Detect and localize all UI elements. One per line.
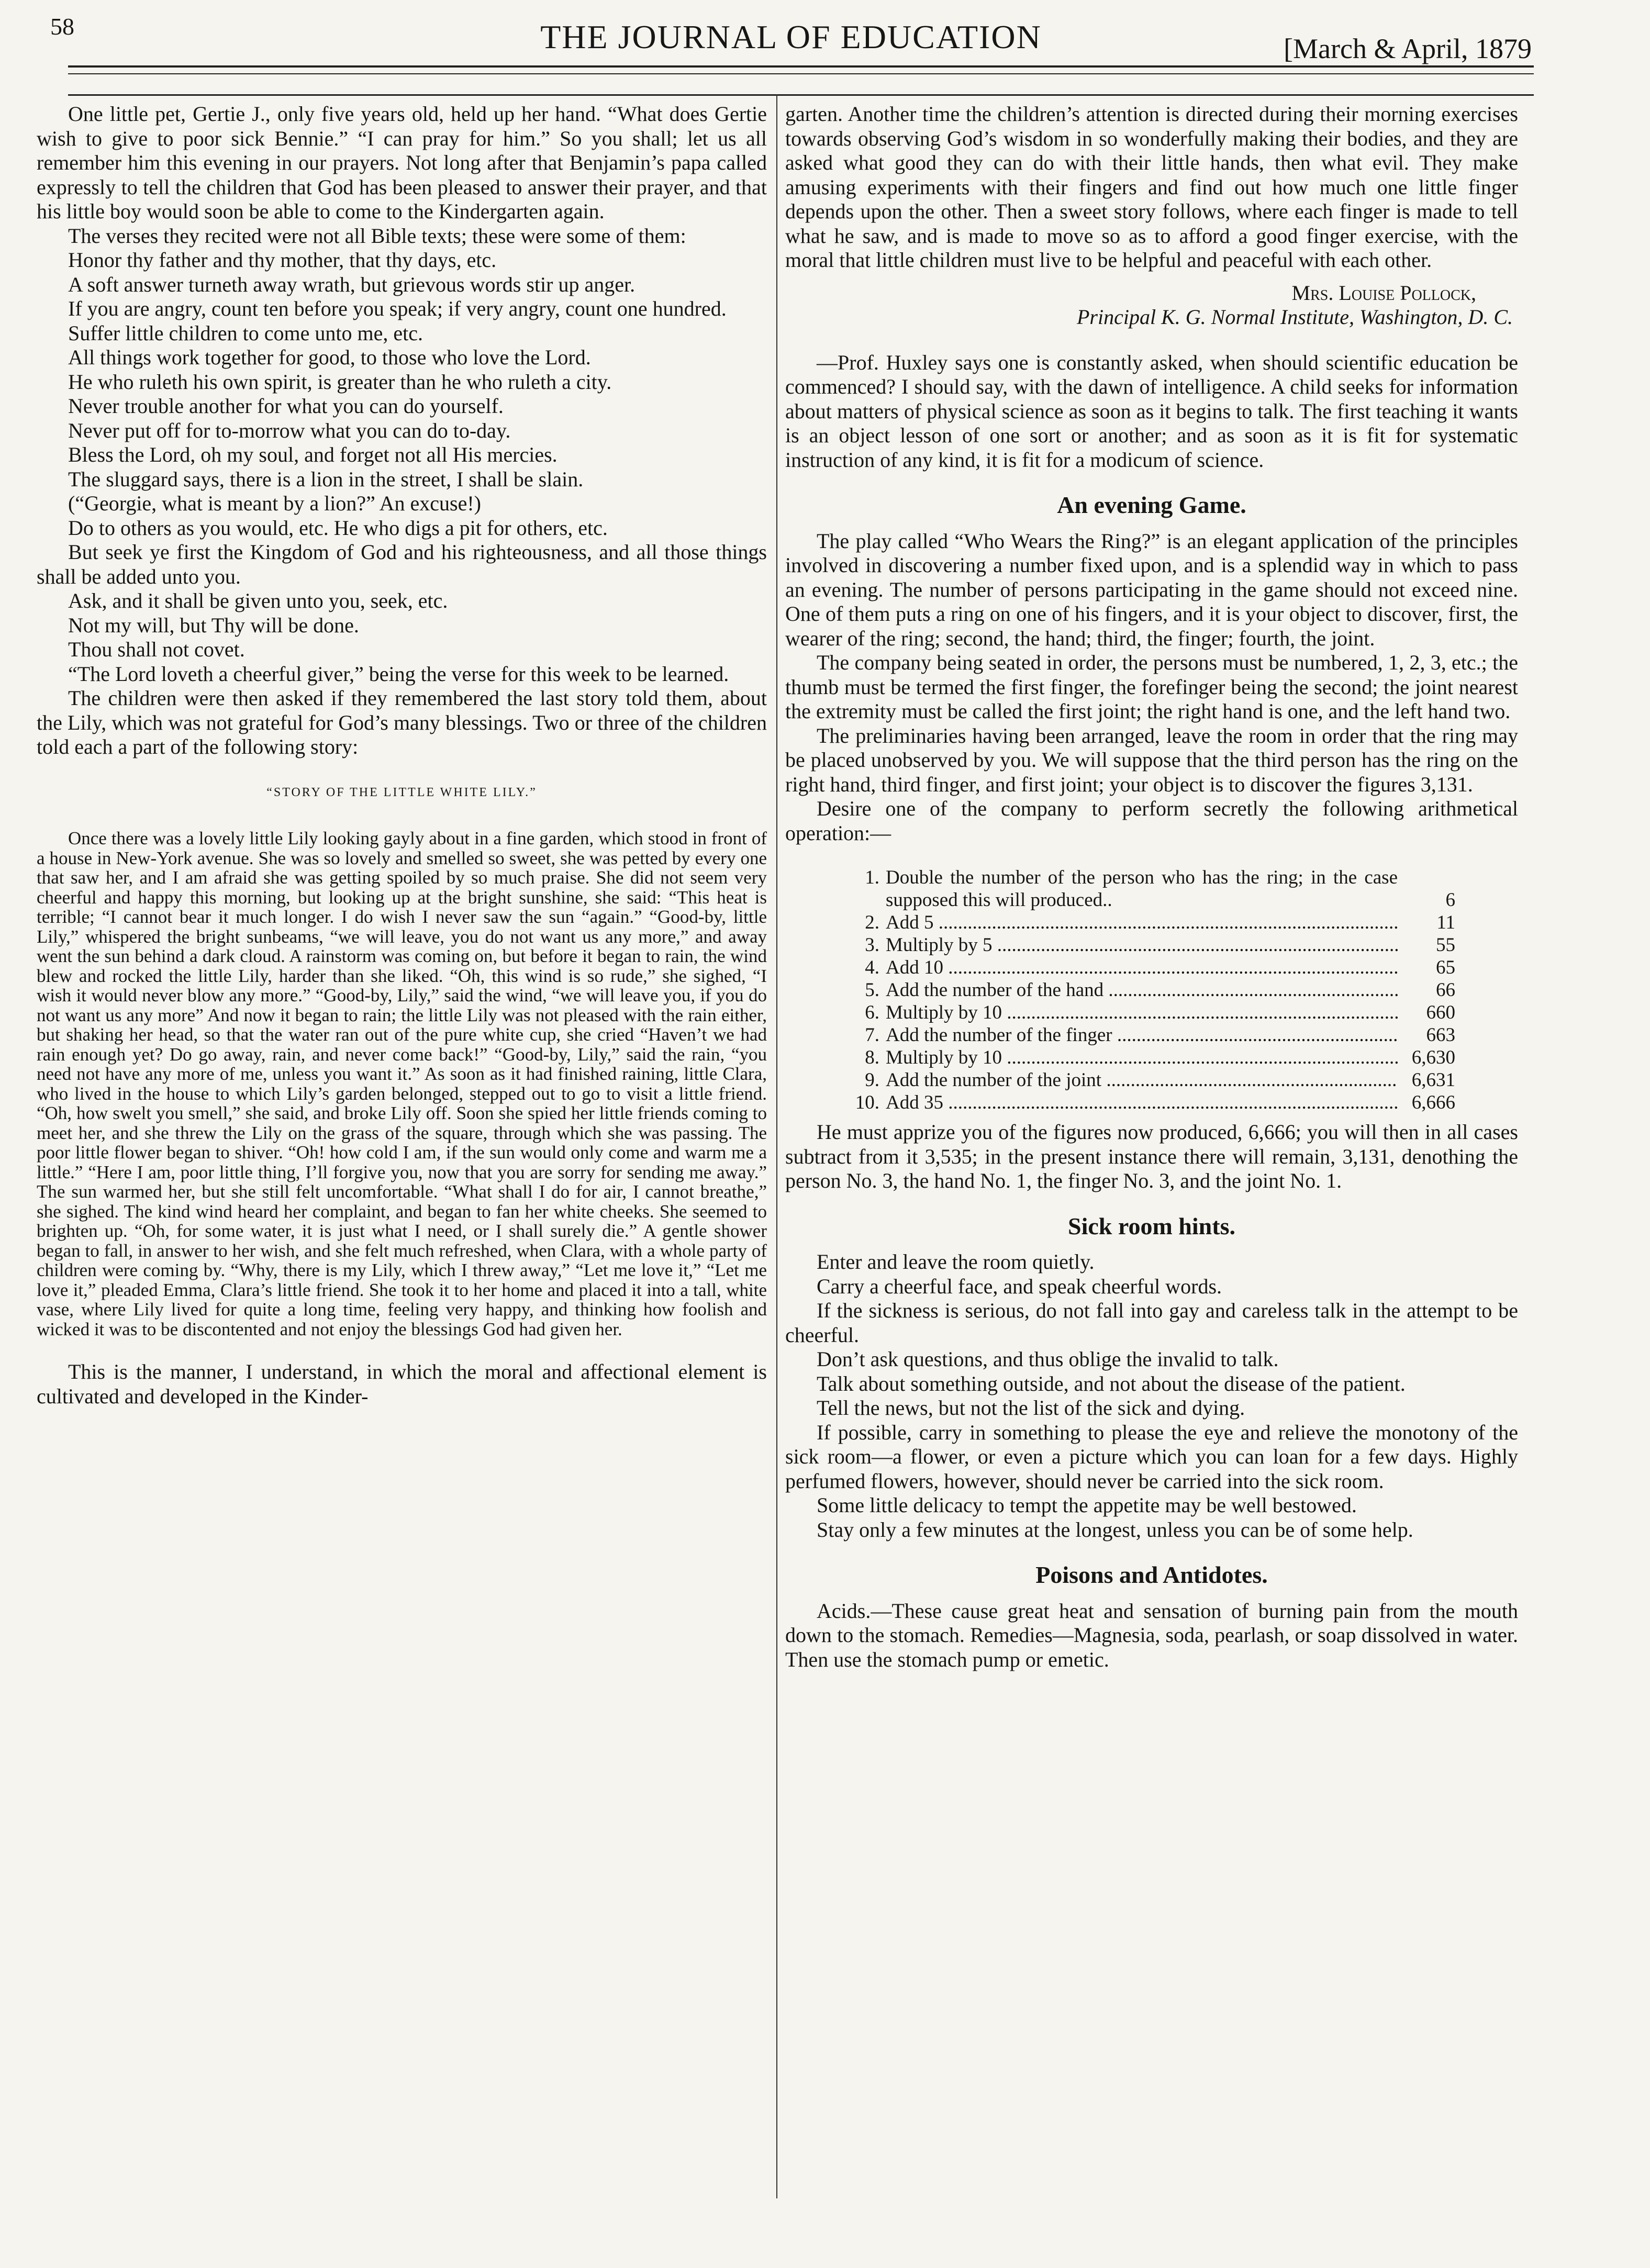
operation-row: 9. Add the number of the joint ..... 6,631	[848, 1069, 1455, 1091]
left-column	[37, 102, 767, 1409]
hint: If possible, carry in something to please the eye and relieve the monotony of the sick room—a flower, or even a picture which you can loan for a few days. Highly perfumed flowers, however, should never be carried into the sick room.	[785, 1420, 1518, 1493]
paragraph: This is the manner, I understand, in which the moral and affectional element is cultivated and developed in the Kinder-	[37, 1360, 767, 1408]
section-heading: An evening Game.	[1057, 491, 1246, 518]
verse: Never put off for to-morrow what you can do to-day.	[68, 418, 511, 442]
verse: Do to others as you would, etc. He who digs a pit for others, etc.	[68, 516, 608, 540]
hint: Carry a cheerful face, and speak cheerful words.	[817, 1274, 1222, 1298]
paragraph: The company being seated in order, the persons must be numbered, 1, 2, 3, etc.; the thumb must be termed the first finger, the forefinger being the second; the joint nearest the extremity must be called the first joint; the right hand is one, and the left hand two.	[785, 651, 1518, 723]
verse: But seek ye first the Kingdom of God and his righteousness, and all those things shall be added unto you.	[37, 540, 767, 588]
verse: Not my will, but Thy will be done.	[68, 613, 359, 637]
paragraph: —Prof. Huxley says one is constantly asked, when should scientific education be commenced? I should say, with the dawn of intelligence. A child seeks for information about matters of physical science as soon as it begins to talk. The first teaching it wants is an object lesson of one sort or another; and as soon as it is fit for systematic instruction of any kind, it is fit for a modicum of science.	[785, 350, 1518, 472]
header-rule	[68, 65, 1534, 68]
paragraph: Desire one of the company to perform secretly the following arithmetical operation:—	[785, 797, 1518, 845]
story-title: “STORY OF THE LITTLE WHITE LILY.”	[266, 785, 537, 799]
hint: Some little delicacy to tempt the appetite may be well bestowed.	[817, 1493, 1357, 1517]
section-heading: Poisons and Antidotes.	[1035, 1561, 1268, 1588]
hint: If the sickness is serious, do not fall into gay and careless talk in the attempt to be cheerful.	[785, 1299, 1518, 1347]
verse: Bless the Lord, oh my soul, and forget not all His mercies.	[68, 443, 558, 466]
operation-row: 1. Double the number of the person who has the ring; in the case supposed this will produced.. 6	[865, 867, 1455, 911]
story-text: Once there was a lovely little Lily looking gayly about in a fine garden, which stood in front of a house in New-York avenue. She was so lovely and smelled so sweet, she was petted by every one that saw her, and I am afraid she was getting spoiled by so much praise. She did not seem very cheerful and happy this morning, but looking up at the bright sunshine, she said: “This heat is terrible; “I cannot bear it much longer. I do wish I never saw the sun “again.” “Good-by, little Lily,” whispered the bright sunbeams, “we will leave, you do not want us any more,” and away went the sun behind a dark cloud. A rainstorm was coming on, but before it began to rain, the wind blew and rocked the little Lily, harder than she liked. “Oh, this wind is so rude,” she sighed, “I wish it would never blow any more.” “Good-by, Lily,” said the wind, “we will leave you, if you do not want us any more” And now it began to rain; the little Lily was not pleased with the rain either, but shaking her head, so that the water ran out of the pure white cup, she cried “Haven’t we had rain enough yet? Do go away, rain, and never come back!” “Good-by, Lily,” said the rain, “you need not have any more of me, unless you want it.” As soon as it had finished raining, little Clara, who lived in the house to which Lily’s garden belonged, stepped out to go to visit a little friend. “Oh, how swelt you smell,” she said, and broke Lily off. Soon she spied her little friends coming to meet her, and she threw the Lily on the grass of the square, through which she was passing. The poor little flower began to shiver. “Oh! how cold I am, if the sun would only come and warm me a little.” “Here I am, poor little thing, I’ll forgive you, now that you are sorry for sending me away.” The sun warmed her, but she still felt uncomfortable. “What shall I do for air, I cannot breathe,” she sighed. The kind wind heard her complaint, and began to fan her white cheeks. She seemed to brighten up. “Oh, for some water, it is just what I need, or I shall surely die.” A gentle shower began to fall, in answer to her wish, and she felt much refreshed, when Clara, with a whole party of children were coming by. “Why, there is my Lily, which I threw away,” “Let me love it,” “Let me love it,” pleaded Emma, Clara’s little friend. She took it to her home and placed it into a tall, white vase, where Lily lived for quite a long time, feeling very happy, and thinking how foolish and wicked it was to be discontented and not enjoy the blessings God had given her.	[37, 828, 767, 1339]
signature-title: Principal K. G. Normal Institute, Washington, D. C.	[1076, 305, 1513, 329]
journal-title: THE JOURNAL OF EDUCATION	[540, 18, 1042, 55]
hint: Tell the news, but not the list of the sick and dying.	[817, 1396, 1245, 1420]
verse: (“Georgie, what is meant by a lion?” An excuse!)	[68, 491, 481, 515]
paragraph: garten. Another time the children’s attention is directed during their morning exercises towards observing God’s wisdom in so wonderfully making their bodies, and they are asked what good they can do with their little hands, then what evil. They make amusing experiments with their fingers and find out how much one little finger depends upon the other. Then a sweet story follows, where each finger is made to tell what he saw, and is made to move so as to afford a good finger exercise, with the moral that little children must live to be helpful and peaceful with each other.	[785, 102, 1518, 272]
right-column	[785, 102, 1518, 1672]
verse: He who ruleth his own spirit, is greater than he who ruleth a city.	[68, 370, 612, 394]
paragraph: The preliminaries having been arranged, leave the room in order that the ring may be placed unobserved by you. We will suppose that the third person has the ring on the right hand, third finger, and first joint; your object is to discover the figures 3,131.	[785, 723, 1518, 796]
operation-row: 2. Add 5 ..... 11	[848, 911, 1455, 934]
operation-row: 10. Add 35 ..... 6,666	[848, 1091, 1455, 1114]
paragraph: The play called “Who Wears the Ring?” is an elegant application of the principles involved in discovering a number fixed upon, and is a splendid way in which to pass an evening. The number of persons participating in the game should not exceed nine. One of them puts a ring on one of his fingers, and it is your object to discover, first, the wearer of the ring; second, the hand; third, the finger; fourth, the joint.	[785, 529, 1518, 650]
verse: If you are angry, count ten before you speak; if very angry, count one hundred.	[68, 297, 727, 320]
header-rule	[68, 94, 1534, 96]
paragraph: One little pet, Gertie J., only five years old, held up her hand. “What does Gertie wish to give to poor sick Bennie.” “I can pray for him.” So you shall; let us all remember him this evening in our prayers. Not long after that Benjamin’s papa called expressly to tell the children that God has been pleased to answer their prayer, and that his little boy would soon be able to come to the Kindergarten again.	[37, 102, 767, 223]
page-header	[50, 13, 1532, 70]
verse: “The Lord loveth a cheerful giver,” being the verse for this week to be learned.	[68, 662, 729, 686]
paragraph: The verses they recited were not all Bible texts; these were some of them:	[68, 224, 686, 248]
hint: Don’t ask questions, and thus oblige the invalid to talk.	[817, 1347, 1279, 1371]
verse: Suffer little children to come unto me, etc.	[68, 321, 423, 345]
operation-row: 4. Add 10 ..... 65	[848, 956, 1455, 979]
verse: The sluggard says, there is a lion in the street, I shall be slain.	[68, 467, 584, 491]
operation-row: 3. Multiply by 5 ..... 55	[848, 934, 1455, 956]
verse: Thou shall not covet.	[68, 638, 245, 661]
paragraph: Acids.—These cause great heat and sensation of burning pain from the mouth down to the stomach. Remedies—Magnesia, soda, pearlash, or soap dissolved in water. Then use the stomach pump or emetic.	[785, 1599, 1518, 1671]
operations-list	[848, 866, 1455, 1114]
verse: Honor thy father and thy mother, that thy days, etc.	[68, 248, 497, 272]
verse: Ask, and it shall be given unto you, seek, etc.	[68, 589, 448, 612]
hint: Stay only a few minutes at the longest, unless you can be of some help.	[817, 1517, 1413, 1541]
hint: Enter and leave the room quietly.	[817, 1250, 1095, 1273]
paragraph: The children were then asked if they remembered the last story told them, about the Lily, which was not grateful for God’s many blessings. Two or three of the children told each a part of the following story:	[37, 686, 767, 758]
verse: Never trouble another for what you can do yourself.	[68, 394, 504, 418]
section-heading: Sick room hints.	[1068, 1212, 1235, 1239]
page-number: 58	[50, 13, 74, 40]
verse: All things work together for good, to those who love the Lord.	[68, 345, 591, 369]
signature-name: Mrs. Louise Pollock,	[1291, 281, 1476, 305]
column-divider	[776, 94, 777, 2198]
paragraph: He must apprize you of the figures now produced, 6,666; you will then in all cases subtract from it 3,535; in the present instance there will remain, 3,131, denothing the person No. 3, the hand No. 1, the finger No. 3, and the joint No. 1.	[785, 1120, 1518, 1192]
operation-row: 5. Add the number of the hand ..... 66	[848, 979, 1455, 1001]
operation-row: 7. Add the number of the finger ..... 663	[848, 1024, 1455, 1046]
spacer	[37, 1339, 767, 1360]
operation-row: 8. Multiply by 10 ..... 6,630	[848, 1046, 1455, 1069]
hint: Talk about something outside, and not about the disease of the patient.	[817, 1371, 1406, 1395]
spacer	[785, 330, 1518, 351]
header-rule	[68, 73, 1534, 74]
operation-row: 6. Multiply by 10 ..... 660	[848, 1001, 1455, 1024]
issue-date: [March & April, 1879	[1284, 33, 1532, 64]
story-section	[37, 783, 767, 1339]
verse: A soft answer turneth away wrath, but grievous words stir up anger.	[68, 272, 636, 296]
